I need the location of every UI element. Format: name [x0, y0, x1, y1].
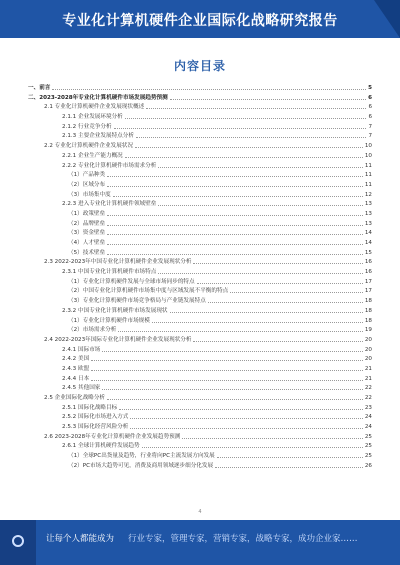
footer-slogan-lead: 让每个人都能成为 — [46, 534, 115, 544]
toc-entry[interactable] — [28, 123, 372, 133]
report-header — [0, 0, 400, 38]
toc-entry-text: 2.6.1 全球计算机硬件发展趋势 — [62, 443, 140, 450]
toc-entry[interactable] — [28, 297, 372, 307]
toc-entry[interactable] — [28, 210, 372, 220]
toc-leader-dots — [91, 365, 363, 371]
toc-entry-page: 14 — [364, 230, 372, 237]
toc-entry-text: （2）市场需求分析 — [68, 327, 117, 334]
toc-leader-dots — [208, 297, 363, 303]
toc-entry[interactable] — [28, 336, 372, 346]
toc-entry-text: （2）区域分布 — [68, 181, 106, 188]
toc-entry[interactable] — [28, 346, 372, 356]
toc-entry-text: 2.1.1 企业发展环境分析 — [62, 114, 123, 121]
toc-leader-dots — [158, 162, 363, 168]
toc-entry-text: 2.2.3 进入专业化计算机硬件领域壁垒 — [62, 201, 157, 208]
toc-leader-dots — [107, 171, 363, 177]
toc-leader-dots — [102, 346, 362, 352]
toc-entry[interactable] — [28, 229, 372, 239]
toc-entry-text: 2.6 2023-2028年专业化计算机硬件企业发展趋势预测 — [44, 433, 181, 440]
toc-entry-page: 13 — [364, 201, 372, 208]
toc-entry[interactable] — [28, 220, 372, 230]
toc-entry-text: 2.4.4 日本 — [62, 375, 90, 382]
toc-entry[interactable] — [28, 200, 372, 210]
toc-leader-dots — [107, 210, 363, 216]
toc-entry[interactable] — [28, 365, 372, 375]
footer-banner — [0, 520, 400, 565]
toc-entry[interactable] — [28, 452, 372, 462]
toc-leader-dots — [146, 103, 366, 109]
toc-entry[interactable] — [28, 162, 372, 172]
toc-leader-dots — [193, 258, 362, 264]
toc-leader-dots — [158, 268, 363, 274]
toc-entry[interactable] — [28, 191, 372, 201]
footer-slogan-list: 行业专家，管理专家，营销专家，战略专家，成功企业家…… — [128, 534, 358, 544]
toc-entry-text: 2.5.1 国际化战略目标 — [62, 404, 118, 411]
toc-entry-text: 2.5.3 国际化经营风险分析 — [62, 424, 129, 431]
toc-entry-page: 25 — [364, 443, 372, 450]
toc-leader-dots — [107, 394, 363, 400]
toc-leader-dots — [197, 278, 363, 284]
toc-entry-page: 10 — [364, 143, 372, 150]
toc-leader-dots — [170, 307, 363, 313]
toc-entry-text: 2.3.2 中国专业化计算机硬件市场发展现状 — [62, 307, 168, 314]
toc-entry-page: 22 — [364, 395, 372, 401]
toc-entry-text: （3）专业化计算机硬件市场竞争格局与产业链发展特点 — [68, 298, 206, 305]
toc-entry[interactable] — [28, 132, 372, 142]
toc-entry[interactable] — [28, 442, 372, 452]
toc-entry-page: 17 — [364, 288, 372, 295]
toc-entry-text: （1）全球PC出货量及趋势，行业将向PC主流发展方向发展 — [68, 453, 215, 460]
toc-entry-text: （2）PC市场大趋势可见，消费及商用领域逐步细分化发展 — [68, 462, 214, 469]
header-corner-decoration — [374, 0, 400, 38]
toc-entry-text: （5）技术壁垒 — [68, 249, 106, 256]
toc-entry-text: （1）专业化计算机硬件市场规模 — [68, 317, 150, 324]
toc-entry[interactable] — [28, 423, 372, 433]
toc-entry-page: 5 — [368, 85, 372, 91]
toc-leader-dots — [136, 132, 366, 138]
toc-entry[interactable] — [28, 152, 372, 162]
toc-entry[interactable] — [28, 278, 372, 288]
toc-entry[interactable] — [28, 404, 372, 414]
toc-leader-dots — [113, 191, 363, 197]
toc-entry-text: 一、前言 — [28, 85, 51, 91]
toc-leader-dots — [107, 239, 363, 245]
report-title: 专业化计算机硬件企业国际化战略研究报告 — [62, 13, 338, 29]
toc-leader-dots — [102, 384, 362, 390]
toc-entry-page: 26 — [364, 462, 372, 469]
toc-entry-page: 19 — [364, 327, 372, 334]
toc-entry-page: 11 — [364, 181, 372, 188]
toc-entry-text: 2.5 企业国际化战略分析 — [44, 395, 106, 401]
toc-entry-text: 2.4.1 国际市场 — [62, 346, 101, 353]
toc-entry-page: 17 — [364, 278, 372, 285]
toc-entry[interactable] — [28, 394, 372, 404]
toc-leader-dots — [118, 326, 363, 332]
toc-entry-text: （1）专业化计算机硬件发展与全球市场同步的特点 — [68, 278, 195, 285]
toc-entry-text: （4）人才壁垒 — [68, 240, 106, 246]
toc-entry-text: （1）政策壁垒 — [68, 210, 106, 217]
toc-entry-page: 13 — [364, 210, 372, 217]
toc-entry-text: 2.3.1 中国专业化计算机硬件市场特点 — [62, 269, 157, 276]
toc-entry-page: 6 — [368, 94, 372, 101]
toc-entry[interactable] — [28, 249, 372, 259]
toc-entry-page: 25 — [364, 453, 372, 460]
toc-leader-dots — [125, 113, 367, 119]
toc-leader-dots — [91, 355, 363, 361]
toc-entry[interactable] — [28, 94, 372, 104]
toc-leader-dots — [158, 200, 363, 206]
toc-entry-text: （3）资金壁垒 — [68, 230, 106, 237]
toc-entry[interactable] — [28, 355, 372, 365]
toc-leader-dots — [215, 462, 363, 468]
toc-leader-dots — [217, 452, 363, 458]
toc-leader-dots — [52, 84, 366, 90]
toc-leader-dots — [125, 152, 363, 158]
toc-leader-dots — [193, 336, 362, 342]
toc-leader-dots — [107, 181, 363, 187]
toc-leader-dots — [135, 142, 363, 148]
toc-entry-page: 11 — [364, 162, 372, 169]
toc-entry-text: （2）品牌壁垒 — [68, 220, 106, 227]
toc-entry-text: 2.5.2 国际化市场进入方式 — [62, 414, 129, 421]
footer-logo-block — [0, 520, 36, 565]
toc-entry-text: 2.1 专业化计算机硬件企业发展现状概述 — [44, 104, 145, 111]
toc-entry-page: 12 — [364, 191, 372, 198]
toc-leader-dots — [107, 229, 363, 235]
toc-entry-text: 2.4.5 其他国家 — [62, 385, 101, 392]
toc-entry-text: 2.3 2022-2023年中国专业化计算机硬件企业发展现状分析 — [44, 259, 192, 266]
toc-entry-page: 23 — [364, 404, 372, 411]
toc-entry-text: 2.4.3 欧盟 — [62, 365, 90, 372]
toc-entry[interactable] — [28, 103, 372, 113]
toc-entry[interactable] — [28, 84, 372, 94]
toc-entry-text: 二、2023-2028年专业化计算机硬件市场发展趋势预测 — [28, 94, 168, 101]
toc-leader-dots — [130, 423, 363, 429]
toc-entry[interactable] — [28, 307, 372, 317]
toc-entry-page: 21 — [364, 375, 372, 382]
toc-entry-text: 2.2.2 专业化计算机硬件市场需求分析 — [62, 162, 157, 169]
toc-entry[interactable] — [28, 413, 372, 423]
toc-entry-page: 6 — [368, 114, 372, 121]
toc-entry-page: 7 — [368, 133, 372, 140]
toc-entry[interactable] — [28, 268, 372, 278]
toc-entry[interactable] — [28, 239, 372, 249]
toc-entry-text: 2.1.3 主要企业发展特点分析 — [62, 133, 134, 140]
toc-entry-page: 20 — [364, 346, 372, 353]
toc-entry-page: 18 — [364, 307, 372, 314]
toc-leader-dots — [91, 375, 363, 381]
page-number: 4 — [198, 509, 202, 515]
toc-entry-page: 11 — [364, 172, 372, 179]
toc-entry-page: 16 — [364, 259, 372, 266]
toc-entry-text: （3）市场集中度 — [68, 191, 111, 198]
toc-entry[interactable] — [28, 113, 372, 123]
circle-logo-icon — [12, 535, 24, 547]
toc-leader-dots — [114, 123, 367, 129]
toc-entry-page: 24 — [364, 424, 372, 431]
toc-entry-page: 16 — [364, 269, 372, 276]
toc-leader-dots — [230, 287, 363, 293]
toc-entry-page: 22 — [364, 385, 372, 392]
toc-entry-page: 20 — [364, 356, 372, 363]
toc-entry[interactable] — [28, 171, 372, 181]
toc-leader-dots — [170, 94, 366, 100]
toc-entry[interactable] — [28, 384, 372, 394]
toc-entry-text: 2.4 2022-2023年国际专业化计算机硬件企业发展现状分析 — [44, 336, 192, 343]
toc-entry[interactable] — [28, 258, 372, 268]
toc-entry-text: 2.2 专业化计算机硬件企业发展状况 — [44, 143, 133, 150]
toc-entry[interactable] — [28, 462, 372, 472]
toc-entry-page: 14 — [364, 240, 372, 246]
toc-leader-dots — [107, 249, 363, 255]
toc-leader-dots — [107, 220, 363, 226]
toc-entry[interactable] — [28, 326, 372, 336]
toc-entry-page: 21 — [364, 365, 372, 372]
toc-entry-text: 2.2.1 企业生产能力概况 — [62, 152, 123, 159]
toc-entry-page: 6 — [368, 104, 372, 111]
table-of-contents — [28, 84, 372, 472]
toc-entry-page: 25 — [364, 433, 372, 440]
toc-leader-dots — [130, 413, 363, 419]
toc-entry[interactable] — [28, 142, 372, 152]
toc-title: 内容目录 — [173, 59, 226, 73]
toc-leader-dots — [142, 442, 363, 448]
toc-entry-page: 7 — [368, 123, 372, 130]
toc-entry[interactable] — [28, 375, 372, 385]
toc-entry[interactable] — [28, 433, 372, 443]
toc-entry-text: 2.4.2 美国 — [62, 356, 90, 363]
toc-entry-text: （2）中国专业化计算机硬件市场集中度与区域发展不平衡的特点 — [68, 288, 229, 295]
toc-entry-page: 18 — [364, 317, 372, 324]
toc-entry-page: 18 — [364, 298, 372, 305]
toc-entry-page: 15 — [364, 249, 372, 256]
toc-entry-page: 10 — [364, 152, 372, 159]
toc-entry-text: 2.1.2 行业竞争分析 — [62, 123, 112, 130]
toc-leader-dots — [119, 404, 363, 410]
toc-entry-text: （1）产品种类 — [68, 172, 106, 179]
toc-entry[interactable] — [28, 317, 372, 327]
toc-entry-page: 13 — [364, 220, 372, 227]
toc-leader-dots — [182, 433, 363, 439]
toc-entry-page: 20 — [364, 336, 372, 343]
toc-entry[interactable] — [28, 181, 372, 191]
toc-entry[interactable] — [28, 287, 372, 297]
toc-leader-dots — [152, 317, 363, 323]
toc-entry-page: 24 — [364, 414, 372, 421]
